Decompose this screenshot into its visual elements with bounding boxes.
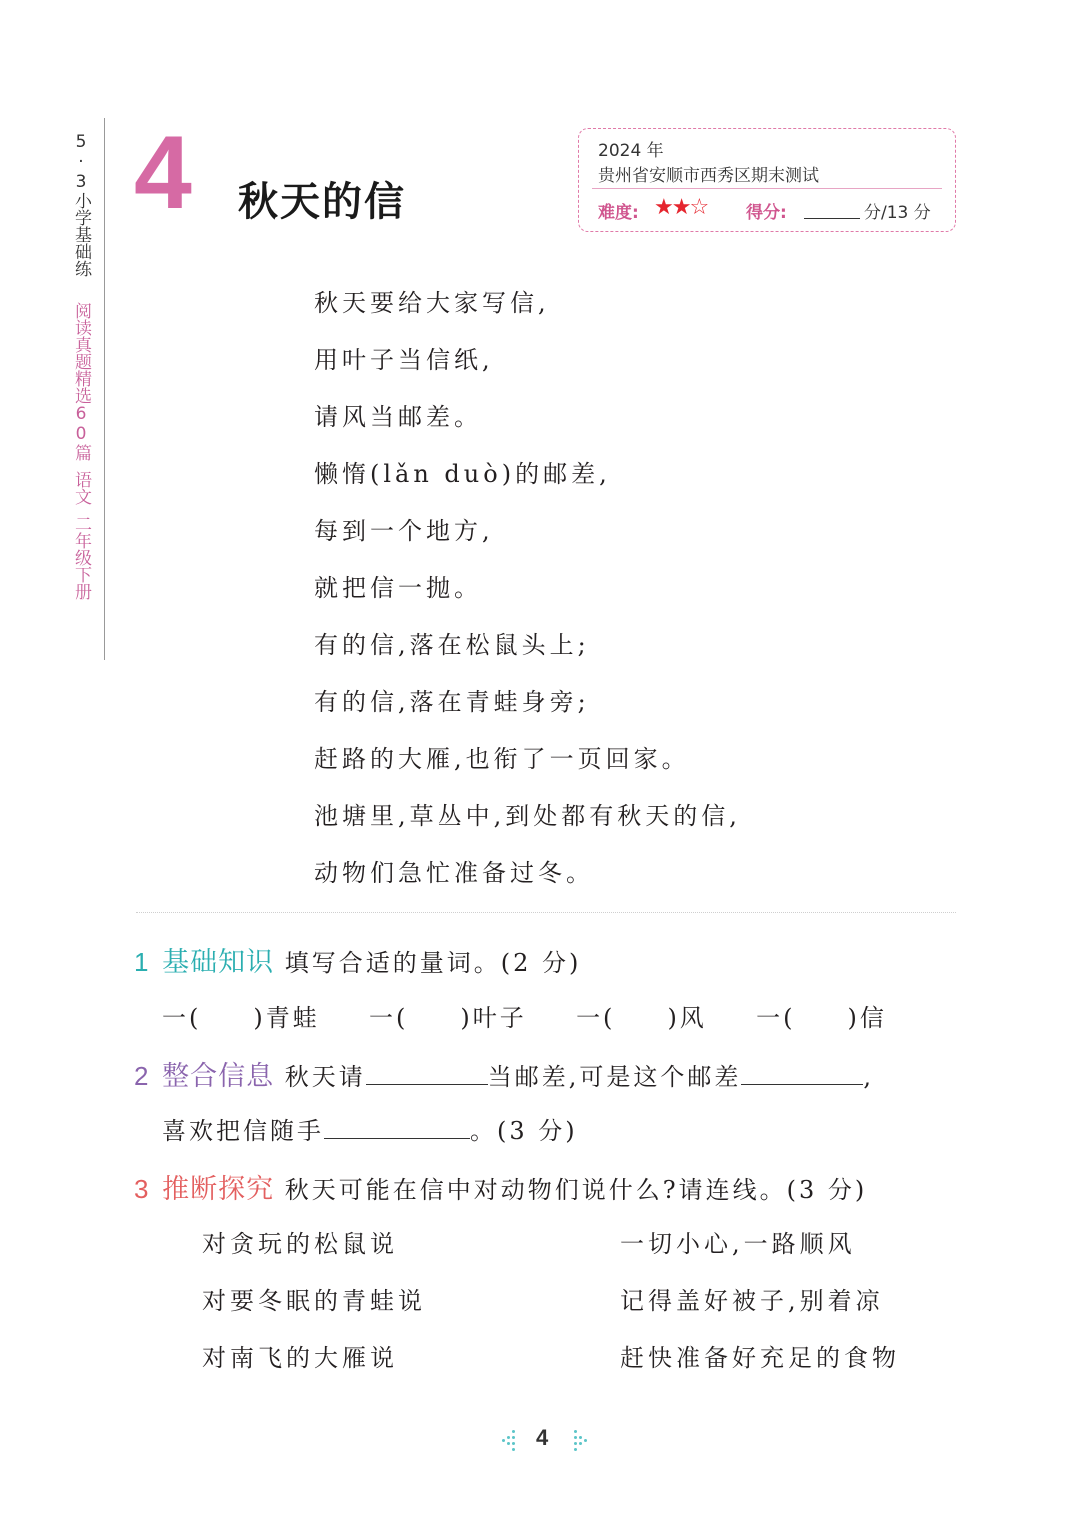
poem-line: 秋天要给大家写信, (314, 289, 550, 317)
spine-book: 阅读真题精选60篇 (71, 302, 91, 461)
star-filled-icon: ★ (671, 195, 690, 220)
question-tag: 整合信息 (162, 1061, 275, 1092)
poem-line: 懒惰(lǎn duò)的邮差, (314, 460, 611, 488)
answer-blank[interactable] (741, 1062, 863, 1085)
question-number: 3 (134, 1174, 152, 1204)
question-number: 2 (134, 1061, 152, 1091)
measure-word-prefix: 一( (369, 1004, 409, 1032)
poem-line: 就把信一抛。 (314, 574, 482, 602)
lesson-number: 4 (134, 115, 192, 231)
test-source: 贵州省安顺市西秀区期末测试 (598, 166, 819, 186)
measure-word-noun: )叶子 (460, 1004, 527, 1032)
spine-subject: 语文 (71, 471, 91, 505)
question-2 (134, 1054, 874, 1093)
score-total: 分/13 分 (864, 203, 931, 223)
question-3 (134, 1167, 867, 1206)
measure-word-prefix: 一( (576, 1004, 616, 1032)
star-empty-icon: ☆ (689, 195, 708, 220)
score-label: 得分: (746, 203, 787, 223)
question-1 (134, 940, 581, 979)
poem-line: 池塘里,草丛中,到处都有秋天的信, (314, 802, 741, 830)
measure-word-noun: )风 (667, 1004, 707, 1032)
lesson-title: 秋天的信 (238, 179, 406, 225)
question-2-cont (162, 1111, 578, 1146)
spine-divider (104, 118, 105, 660)
match-right-item[interactable]: 记得盖好被子,别着凉 (620, 1287, 884, 1315)
test-year: 2024 年 (598, 141, 664, 161)
page-dots-right-icon (574, 1428, 588, 1452)
q1-answer-row (162, 998, 887, 1033)
spine-book-info (70, 302, 92, 600)
section-divider (136, 912, 956, 913)
poem-line: 赶路的大雁,也衔了一页回家。 (314, 745, 690, 773)
question-text: 秋天请 (284, 1063, 366, 1091)
page-dots-left-icon (502, 1428, 516, 1452)
match-right-item[interactable]: 赶快准备好充足的食物 (620, 1344, 900, 1372)
star-filled-icon: ★ (654, 195, 672, 220)
page-number: 4 (536, 1425, 549, 1450)
measure-word-noun: )信 (847, 1004, 887, 1032)
question-text: 喜欢把信随手 (162, 1117, 324, 1145)
poem-line: 有的信,落在青蛙身旁; (314, 688, 590, 716)
match-left-item[interactable]: 对南飞的大雁说 (202, 1344, 398, 1372)
poem-line: 动物们急忙准备过冬。 (314, 859, 594, 887)
measure-word-prefix: 一( (756, 1004, 796, 1032)
question-number: 1 (134, 947, 152, 977)
measure-word-prefix: 一( (162, 1004, 202, 1032)
measure-word-noun: )青蛙 (253, 1004, 320, 1032)
question-text: 。(3 分) (470, 1117, 578, 1145)
info-divider (592, 188, 942, 189)
difficulty-label: 难度: (598, 203, 639, 223)
poem-line: 有的信,落在松鼠头上; (314, 631, 590, 659)
match-left-item[interactable]: 对贪玩的松鼠说 (202, 1230, 398, 1258)
poem-text (314, 286, 741, 913)
poem-line: 请风当邮差。 (314, 403, 482, 431)
question-prompt: 填写合适的量词。(2 分) (284, 949, 582, 977)
poem-line: 用叶子当信纸, (314, 346, 494, 374)
question-tag: 基础知识 (162, 947, 275, 978)
spine-series: 5·3小学基础练 (71, 132, 91, 277)
match-right-item[interactable]: 一切小心,一路顺风 (620, 1230, 856, 1258)
difficulty-rating (654, 195, 707, 220)
question-text: , (863, 1063, 875, 1091)
answer-blank[interactable] (324, 1116, 470, 1139)
answer-blank[interactable] (366, 1062, 488, 1085)
question-prompt: 秋天可能在信中对动物们说什么?请连线。(3 分) (284, 1176, 868, 1204)
question-tag: 推断探究 (162, 1174, 275, 1205)
spine-grade: 二年级下册 (71, 515, 91, 600)
poem-line: 每到一个地方, (314, 517, 494, 545)
score-blank[interactable] (804, 218, 860, 219)
question-text: 当邮差,可是这个邮差 (487, 1063, 742, 1091)
match-left-item[interactable]: 对要冬眠的青蛙说 (202, 1287, 426, 1315)
